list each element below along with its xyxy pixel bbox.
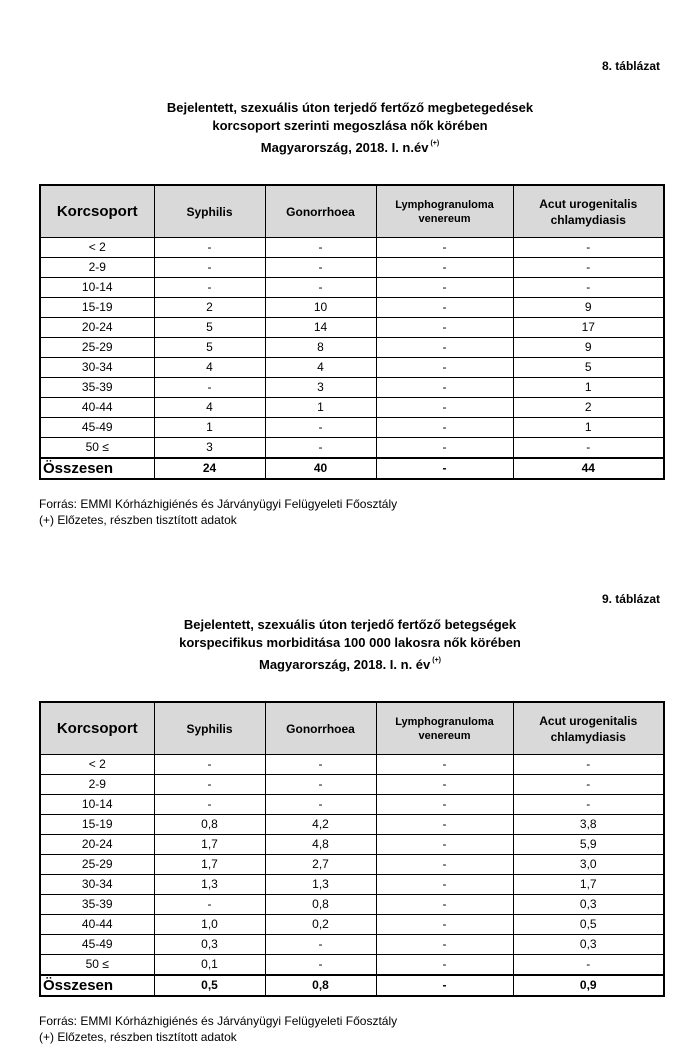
cell-chlamydiasis: 17 [513,318,664,338]
table-row [40,915,664,935]
cell-lymphogranuloma: - [376,795,513,815]
cell-lymphogranuloma: - [376,438,513,459]
cell-age-group: < 2 [40,755,154,775]
table-row [40,258,664,278]
cell-syphilis: 1 [154,418,265,438]
table-row [40,378,664,398]
cell-gonorrhoea: - [265,438,376,459]
table-row [40,418,664,438]
cell-syphilis: 2 [154,298,265,318]
cell-syphilis: 0,5 [154,975,265,996]
table-number: 9. táblázat [601,592,660,606]
cell-gonorrhoea: 14 [265,318,376,338]
cell-age-group: 10-14 [40,278,154,298]
table-row [40,875,664,895]
cell-lymphogranuloma: - [376,238,513,258]
note-text: (+) Előzetes, részben tisztított adatok [39,513,237,527]
cell-syphilis: - [154,258,265,278]
header-lymphogranuloma: Lymphogranuloma venereum [376,702,513,755]
cell-age-group: Összesen [40,975,154,996]
cell-gonorrhoea: - [265,775,376,795]
title-line: korspecifikus morbiditása 100 000 lakosra nők körében [179,635,521,650]
cell-chlamydiasis: 3,0 [513,855,664,875]
cell-gonorrhoea: - [265,955,376,976]
header-gonorrhoea: Gonorrhoea [265,185,376,238]
table-row [40,895,664,915]
cell-chlamydiasis: 5 [513,358,664,378]
provisional-marker: (+) [430,140,440,147]
cell-chlamydiasis: 3,8 [513,815,664,835]
cell-lymphogranuloma: - [376,855,513,875]
cell-gonorrhoea: 4,8 [265,835,376,855]
cell-chlamydiasis: 9 [513,338,664,358]
cell-gonorrhoea: 1 [265,398,376,418]
cell-gonorrhoea: 10 [265,298,376,318]
cell-gonorrhoea: - [265,258,376,278]
cell-age-group: 45-49 [40,935,154,955]
cell-syphilis: 5 [154,318,265,338]
cell-syphilis: - [154,795,265,815]
cell-syphilis: - [154,895,265,915]
cell-lymphogranuloma: - [376,975,513,996]
cell-syphilis: 1,0 [154,915,265,935]
cell-age-group: 45-49 [40,418,154,438]
cell-chlamydiasis: 0,3 [513,935,664,955]
cell-age-group: 35-39 [40,895,154,915]
title-line: Bejelentett, szexuális úton terjedő fertőző betegségek [183,617,517,632]
table-row [40,238,664,258]
table-row [40,855,664,875]
table-row [40,278,664,298]
cell-age-group: 40-44 [40,398,154,418]
cell-syphilis: 24 [154,458,265,479]
header-chlamydiasis: Acut urogenitalis chlamydiasis [513,702,664,755]
title-line: Bejelentett, szexuális úton terjedő fertőző megbetegedések [166,100,534,115]
title-line: Magyarország, 2018. I. n. év [259,657,431,672]
cell-syphilis: 3 [154,438,265,459]
cell-lymphogranuloma: - [376,835,513,855]
cell-chlamydiasis: 5,9 [513,835,664,855]
cell-chlamydiasis: - [513,438,664,459]
total-row [40,975,664,996]
table-row [40,338,664,358]
table-row [40,298,664,318]
cell-chlamydiasis: - [513,955,664,976]
cell-chlamydiasis: 1 [513,378,664,398]
cell-lymphogranuloma: - [376,815,513,835]
cell-chlamydiasis: 1 [513,418,664,438]
cell-chlamydiasis: - [513,775,664,795]
data-table [39,701,665,997]
cell-chlamydiasis: - [513,795,664,815]
header-age-group: Korcsoport [40,702,154,755]
cell-syphilis: 1,3 [154,875,265,895]
cell-lymphogranuloma: - [376,358,513,378]
provisional-marker: (+) [432,657,441,664]
table-row [40,815,664,835]
cell-lymphogranuloma: - [376,895,513,915]
table-row [40,795,664,815]
cell-gonorrhoea: 1,3 [265,875,376,895]
header-row [40,185,664,238]
cell-lymphogranuloma: - [376,398,513,418]
cell-lymphogranuloma: - [376,278,513,298]
cell-age-group: 2-9 [40,775,154,795]
cell-chlamydiasis: 44 [513,458,664,479]
cell-age-group: Összesen [40,458,154,479]
table-row [40,835,664,855]
title-line: korcsoport szerinti megoszlása nők körében [212,118,488,133]
cell-syphilis: 0,8 [154,815,265,835]
total-row [40,458,664,479]
cell-age-group: 25-29 [40,338,154,358]
cell-chlamydiasis: 1,7 [513,875,664,895]
cell-lymphogranuloma: - [376,955,513,976]
data-table [39,184,665,480]
cell-gonorrhoea: 8 [265,338,376,358]
cell-chlamydiasis: 2 [513,398,664,418]
cell-age-group: 2-9 [40,258,154,278]
cell-chlamydiasis: - [513,755,664,775]
cell-gonorrhoea: 0,2 [265,915,376,935]
table-row [40,318,664,338]
cell-syphilis: - [154,755,265,775]
cell-gonorrhoea: - [265,935,376,955]
header-syphilis: Syphilis [154,185,265,238]
cell-age-group: 20-24 [40,318,154,338]
table-row [40,398,664,418]
cell-syphilis: 1,7 [154,855,265,875]
cell-syphilis: 0,3 [154,935,265,955]
cell-age-group: 10-14 [40,795,154,815]
cell-syphilis: 0,1 [154,955,265,976]
cell-age-group: 30-34 [40,358,154,378]
footnote [39,496,397,528]
table-row [40,775,664,795]
footnote [39,1013,397,1045]
cell-lymphogranuloma: - [376,338,513,358]
cell-syphilis: - [154,775,265,795]
cell-lymphogranuloma: - [376,915,513,935]
cell-age-group: 15-19 [40,815,154,835]
cell-lymphogranuloma: - [376,418,513,438]
cell-lymphogranuloma: - [376,318,513,338]
title-line: Magyarország, 2018. I. n.év [260,140,429,155]
table-title [0,616,700,674]
header-gonorrhoea: Gonorrhoea [265,702,376,755]
cell-age-group: 35-39 [40,378,154,398]
title-line-with-marker [0,652,700,674]
cell-age-group: 20-24 [40,835,154,855]
cell-syphilis: 5 [154,338,265,358]
cell-gonorrhoea: 0,8 [265,895,376,915]
cell-chlamydiasis: - [513,238,664,258]
cell-chlamydiasis: 0,3 [513,895,664,915]
cell-age-group: 40-44 [40,915,154,935]
cell-chlamydiasis: - [513,278,664,298]
cell-lymphogranuloma: - [376,755,513,775]
cell-syphilis: - [154,378,265,398]
table-number: 8. táblázat [601,59,660,73]
table-row [40,358,664,378]
table-row [40,955,664,976]
cell-lymphogranuloma: - [376,775,513,795]
cell-lymphogranuloma: - [376,298,513,318]
table-row [40,935,664,955]
cell-gonorrhoea: - [265,795,376,815]
cell-age-group: 50 ≤ [40,955,154,976]
cell-gonorrhoea: 4 [265,358,376,378]
table-row [40,755,664,775]
header-age-group: Korcsoport [40,185,154,238]
cell-lymphogranuloma: - [376,875,513,895]
cell-lymphogranuloma: - [376,935,513,955]
cell-gonorrhoea: 4,2 [265,815,376,835]
cell-chlamydiasis: 0,9 [513,975,664,996]
header-lymphogranuloma: Lymphogranuloma venereum [376,185,513,238]
cell-lymphogranuloma: - [376,258,513,278]
table-title [0,99,700,157]
cell-chlamydiasis: - [513,258,664,278]
cell-gonorrhoea: 3 [265,378,376,398]
source-text: Forrás: EMMI Kórházhigiénés és Járványügyi Felügyeleti Főosztály [39,1014,398,1028]
cell-syphilis: - [154,278,265,298]
cell-gonorrhoea: - [265,238,376,258]
cell-chlamydiasis: 9 [513,298,664,318]
title-line-with-marker [0,135,700,157]
cell-syphilis: 4 [154,398,265,418]
cell-gonorrhoea: - [265,418,376,438]
cell-age-group: 15-19 [40,298,154,318]
cell-age-group: 50 ≤ [40,438,154,459]
cell-syphilis: 4 [154,358,265,378]
cell-gonorrhoea: 0,8 [265,975,376,996]
header-syphilis: Syphilis [154,702,265,755]
cell-lymphogranuloma: - [376,458,513,479]
cell-gonorrhoea: - [265,755,376,775]
cell-lymphogranuloma: - [376,378,513,398]
cell-age-group: 30-34 [40,875,154,895]
table-row [40,438,664,459]
cell-age-group: 25-29 [40,855,154,875]
cell-chlamydiasis: 0,5 [513,915,664,935]
cell-syphilis: - [154,238,265,258]
header-chlamydiasis: Acut urogenitalis chlamydiasis [513,185,664,238]
cell-gonorrhoea: - [265,278,376,298]
cell-gonorrhoea: 40 [265,458,376,479]
source-text: Forrás: EMMI Kórházhigiénés és Járványügyi Felügyeleti Főosztály [39,497,398,511]
header-row [40,702,664,755]
cell-gonorrhoea: 2,7 [265,855,376,875]
cell-age-group: < 2 [40,238,154,258]
cell-syphilis: 1,7 [154,835,265,855]
note-text: (+) Előzetes, részben tisztított adatok [39,1030,237,1044]
